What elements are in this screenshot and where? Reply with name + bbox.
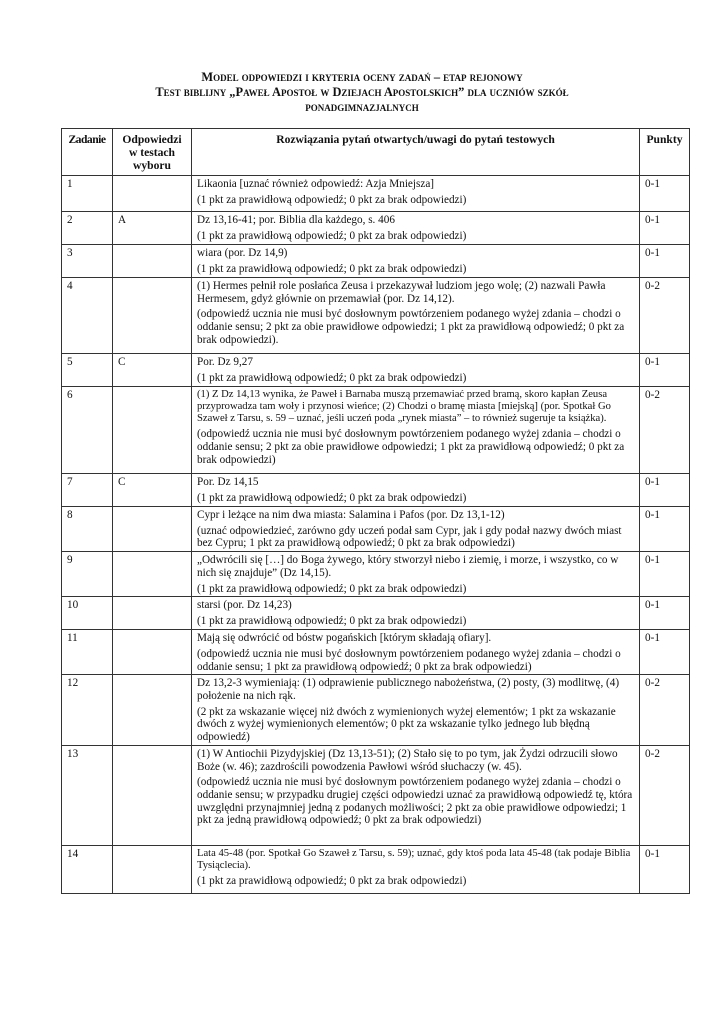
solution-cell bbox=[192, 245, 640, 278]
test-answer bbox=[113, 552, 192, 597]
solution-text: „Odwrócili się […] do Boga żywego, który stworzył niebo i ziemię, i morze, i wszystko, co w nich się znajduje” (Dz 14,15). bbox=[197, 554, 619, 579]
solution-text: Por. Dz 14,15 bbox=[197, 476, 259, 488]
points-value: 0-1 bbox=[640, 176, 690, 212]
test-answer bbox=[113, 745, 192, 845]
solution-text: (odpowiedź ucznia nie musi być dosłownym powtórzeniem podanego wyżej zdania – chodzi o oddanie sensu; 2 pkt za obie prawidłowe odpowiedzi; 1 pkt za prawidłową odpowiedź; 0 pkt za brak odpowiedzi) bbox=[197, 428, 625, 466]
task-number: 6 bbox=[62, 387, 113, 474]
solution-text: (1 pkt za prawidłową odpowiedź; 0 pkt za brak odpowiedzi) bbox=[197, 875, 467, 888]
task-number: 3 bbox=[62, 245, 113, 278]
table-row bbox=[62, 745, 690, 845]
points-value: 0-2 bbox=[640, 387, 690, 474]
points-value: 0-2 bbox=[640, 745, 690, 845]
solution-text: (1 pkt za prawidłową odpowiedź; 0 pkt za brak odpowiedzi) bbox=[197, 582, 467, 595]
solution-text: (1 pkt za prawidłową odpowiedź; 0 pkt za brak odpowiedzi) bbox=[197, 229, 467, 242]
solution-cell bbox=[192, 597, 640, 630]
solution-text: (1 pkt za prawidłową odpowiedź; 0 pkt za brak odpowiedzi) bbox=[197, 614, 467, 627]
task-number: 4 bbox=[62, 278, 113, 354]
solution-text: (1 pkt za prawidłową odpowiedź; 0 pkt za brak odpowiedzi) bbox=[197, 193, 467, 206]
table-row bbox=[62, 597, 690, 630]
task-number: 8 bbox=[62, 507, 113, 552]
document-header bbox=[62, 70, 662, 115]
solution-text: (1 pkt za prawidłową odpowiedź; 0 pkt za brak odpowiedzi) bbox=[197, 371, 467, 384]
test-answer bbox=[113, 278, 192, 354]
solution-text: Por. Dz 9,27 bbox=[197, 356, 253, 368]
table-row bbox=[62, 845, 690, 893]
points-value: 0-2 bbox=[640, 675, 690, 746]
table-row bbox=[62, 675, 690, 746]
column-header-zadanie: Zadanie bbox=[62, 129, 113, 176]
solution-cell bbox=[192, 474, 640, 507]
table-row bbox=[62, 630, 690, 675]
table-header-row bbox=[62, 129, 690, 176]
column-header-punkty: Punkty bbox=[640, 129, 690, 176]
task-number: 11 bbox=[62, 630, 113, 675]
table-row bbox=[62, 278, 690, 354]
table-row bbox=[62, 474, 690, 507]
solution-cell bbox=[192, 630, 640, 675]
test-answer: A bbox=[113, 212, 192, 245]
solution-text: (1 pkt za prawidłową odpowiedź; 0 pkt za brak odpowiedzi) bbox=[197, 491, 467, 504]
solution-cell bbox=[192, 507, 640, 552]
test-answer bbox=[113, 387, 192, 474]
solution-cell bbox=[192, 212, 640, 245]
test-answer bbox=[113, 507, 192, 552]
solution-text: wiara (por. Dz 14,9) bbox=[197, 247, 288, 259]
solution-text: Dz 13,2-3 wymieniają: (1) odprawienie publicznego nabożeństwa, (2) posty, (3) modlitwę, (4) położenie na nich rąk. bbox=[197, 677, 620, 703]
solution-cell bbox=[192, 278, 640, 354]
test-answer: C bbox=[113, 474, 192, 507]
solution-text: (1) W Antiochii Pizydyjskiej (Dz 13,13-51); (2) Stało się to po tym, jak Żydzi odrzucili słowo Boże (w. 46); zazdrościli powodzenia Pawłowi wśród słuchaczy (w. 45). bbox=[197, 747, 618, 773]
test-answer bbox=[113, 675, 192, 746]
task-number: 2 bbox=[62, 212, 113, 245]
solution-text: (1) Hermes pełnił role posłańca Zeusa i przekazywał ludziom jego wolę; (2) nazwali Pawła Hermesem, gdyż głównie on przemawiał (por. Dz 14,12). bbox=[197, 280, 606, 305]
points-value: 0-1 bbox=[640, 354, 690, 387]
task-number: 7 bbox=[62, 474, 113, 507]
solution-text: Lata 45-48 (por. Spotkał Go Szaweł z Tarsu, s. 59); uznać, gdy ktoś poda lata 45-48 (tak podaje Biblia Tysiąclecia). bbox=[197, 847, 631, 871]
task-number: 9 bbox=[62, 552, 113, 597]
task-number: 5 bbox=[62, 354, 113, 387]
task-number: 12 bbox=[62, 675, 113, 746]
solution-text: (1) Z Dz 14,13 wynika, że Paweł i Barnaba muszą przemawiać przed bramą, skoro kapłan Zeusa przyprowadza tam woły i przynosi wieńce; (2) Chodzi o bramę miasta [miejską] (por. Spotkał Go Szaweł z Tarsu, s. 59 – uznać, jeśli uczeń poda „rynek miasta” – to również sugeruje ta książka). bbox=[197, 389, 611, 425]
solution-cell bbox=[192, 387, 640, 474]
test-answer bbox=[113, 597, 192, 630]
solution-text: (odpowiedź ucznia nie musi być dosłownym powtórzeniem podanego wyżej zdania – chodzi o oddanie sensu; 1 pkt za prawidłową odpowiedź; 0 pkt za brak odpowiedzi) bbox=[197, 647, 621, 673]
points-value: 0-1 bbox=[640, 597, 690, 630]
test-answer bbox=[113, 845, 192, 893]
table-row bbox=[62, 176, 690, 212]
solution-text: Dz 13,16-41; por. Biblia dla każdego, s. 406 bbox=[197, 214, 395, 226]
points-value: 0-1 bbox=[640, 552, 690, 597]
points-value: 0-1 bbox=[640, 507, 690, 552]
solution-text: (uznać odpowiedzieć, zarówno gdy uczeń podał sam Cypr, jak i gdy podał nazwy dwóch miast bez Cypru; 1 pkt za prawidłową odpowiedź; 0 pkt za brak odpowiedzi) bbox=[197, 524, 622, 550]
solution-cell bbox=[192, 354, 640, 387]
points-value: 0-1 bbox=[640, 630, 690, 675]
task-number: 13 bbox=[62, 745, 113, 845]
solution-cell bbox=[192, 552, 640, 597]
solution-cell bbox=[192, 845, 640, 893]
points-value: 0-1 bbox=[640, 845, 690, 893]
solution-text: (odpowiedź ucznia nie musi być dosłownym powtórzeniem podanego wyżej zdania – chodzi o oddanie sensu; 2 pkt za obie prawidłowe odpowiedzi; 1 pkt za prawidłową odpowiedź; 0 pkt za brak odpowiedzi). bbox=[197, 308, 625, 346]
solution-text: Cypr i leżące na nim dwa miasta: Salamina i Pafos (por. Dz 13,1-12) bbox=[197, 509, 505, 521]
task-number: 1 bbox=[62, 176, 113, 212]
header-line-2: Test biblijny „Paweł Apostoł w Dziejach Apostolskich” dla uczniów szkół bbox=[155, 85, 569, 99]
points-value: 0-1 bbox=[640, 212, 690, 245]
solution-text: (2 pkt za wskazanie więcej niż dwóch z wymienionych wyżej elementów; 1 pkt za wskazanie dwóch z wyżej wymienionych elementów; 0 pkt za wskazanie tylko jednego lub błędną odpowiedź) bbox=[197, 705, 616, 744]
test-answer bbox=[113, 176, 192, 212]
task-number: 14 bbox=[62, 845, 113, 893]
solution-cell bbox=[192, 675, 640, 746]
solution-text: starsi (por. Dz 14,23) bbox=[197, 599, 292, 612]
test-answer bbox=[113, 245, 192, 278]
test-answer bbox=[113, 630, 192, 675]
points-value: 0-1 bbox=[640, 245, 690, 278]
table-row bbox=[62, 507, 690, 552]
solution-cell bbox=[192, 176, 640, 212]
header-line-3: ponadgimnazjalnych bbox=[305, 100, 419, 114]
table-body bbox=[62, 176, 690, 894]
task-number: 10 bbox=[62, 597, 113, 630]
solution-text: (odpowiedź ucznia nie musi być dosłownym powtórzeniem podanego wyżej zdania – chodzi o oddanie sensu; w przypadku drugiej części odpowiedzi uznać za prawidłową odpowiedź tę, która uwzględni przynajmniej jedną z podanych możliwości; 2 pkt za obie prawidłowe odpowiedzi; 1 pkt za jedną prawidłową odpowiedź; 0 pkt za brak odpowiedzi) bbox=[197, 776, 633, 827]
solution-text: Likaonia [uznać również odpowiedź: Azja Mniejsza] bbox=[197, 178, 435, 190]
answer-key-table bbox=[61, 128, 690, 894]
header-line-1: Model odpowiedzi i kryteria oceny zadań – etap rejonowy bbox=[201, 70, 523, 84]
column-header-rozwiazania: Rozwiązania pytań otwartych/uwagi do pytań testowych bbox=[192, 129, 640, 176]
test-answer: C bbox=[113, 354, 192, 387]
table-row bbox=[62, 354, 690, 387]
table-row bbox=[62, 387, 690, 474]
solution-cell bbox=[192, 745, 640, 845]
solution-text: Mają się odwrócić od bóstw pogańskich [którym składają ofiary]. bbox=[197, 632, 492, 645]
column-header-odpowiedzi: Odpowiedzi w testach wyboru bbox=[113, 129, 192, 176]
points-value: 0-1 bbox=[640, 474, 690, 507]
table-row bbox=[62, 245, 690, 278]
table-row bbox=[62, 552, 690, 597]
table-row bbox=[62, 212, 690, 245]
points-value: 0-2 bbox=[640, 278, 690, 354]
solution-text: (1 pkt za prawidłową odpowiedź; 0 pkt za brak odpowiedzi) bbox=[197, 262, 467, 275]
